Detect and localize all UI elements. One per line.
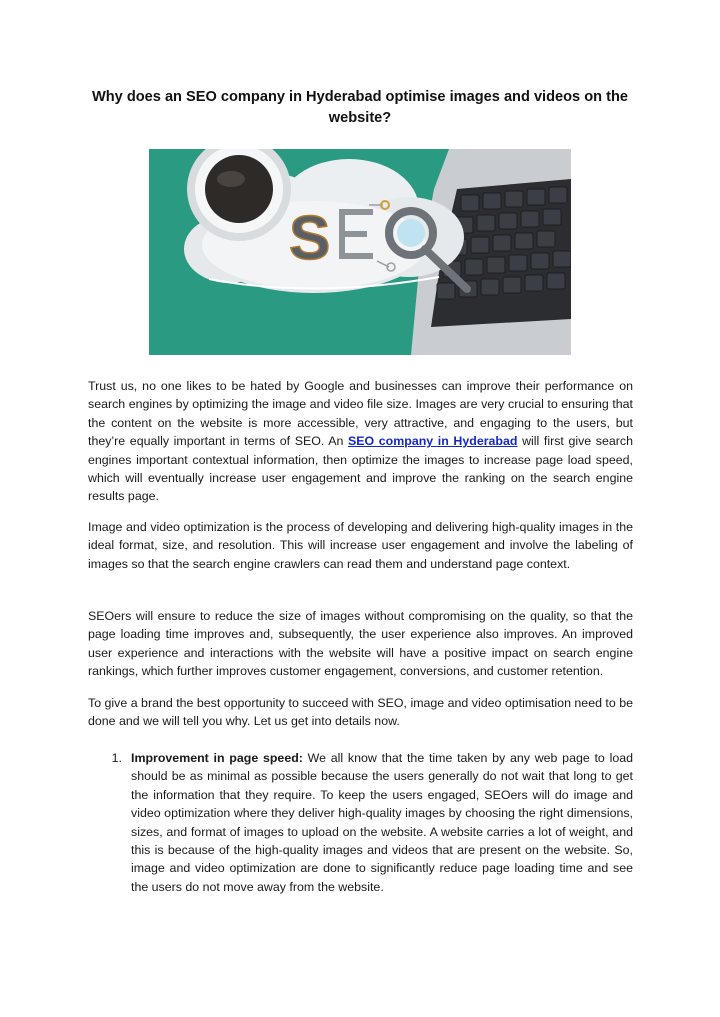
brand-paragraph: To give a brand the best opportunity to succeed with SEO, image and video optimisation need to be done and we will tell you why. Let us get into details now. (88, 696, 633, 729)
page-title: Why does an SEO company in Hyderabad optimise images and videos on the website? (91, 89, 629, 126)
hero-image (149, 149, 571, 355)
paragraph-text: Trust us, no one likes to be hated by Google and businesses can improve their performance on search engines by optimizing the image and video file size. Images are very crucial to ensuring that the content on the website is more accessible, very attractive, and engaging to the users, but they’re equally important in terms of SEO. An (88, 379, 633, 449)
list-heading: Improvement in page speed: (131, 751, 303, 765)
optimization-paragraph: Image and video optimization is the process of developing and delivering high-quality images in the ideal format, size, and resolution. This will increase user engagement and involve the labeling of images so that the search engine crawlers can read them and understand page context. (88, 520, 633, 571)
intro-paragraph (88, 377, 633, 506)
list-body (131, 749, 633, 896)
paragraph-text: will first give search engines important contextual information, then optimize the images to increase page load speed, which will eventually increase user engagement and improve the ranking on the search engine results page. (88, 434, 633, 504)
svg-text:S: S (289, 204, 331, 273)
numbered-list (88, 749, 633, 896)
seo-illustration (149, 149, 571, 355)
seo-company-link[interactable]: SEO company in Hyderabad (348, 434, 518, 449)
list-text: We all know that the time taken by any web page to load should be as minimal as possible because the users generally do not wait that long to get the information that they require. To keep the users engaged, SEOers will do image and video optimization where they deliver high-quality images by choosing the right dimensions, sizes, and format of images to upload on the website. A website carries a lot of weight, and this is because of the high-quality images and videos that are present on the website. So, image and video optimization are done to significantly reduce page loading time and see the users do not move away from the website. (131, 751, 633, 894)
list-number: 1. (111, 751, 122, 765)
list-item (88, 749, 633, 896)
seoers-paragraph: SEOers will ensure to reduce the size of images without compromising on the quality, so that the page loading time improves and, subsequently, the user experience also improves. An improved user experience and interactions with the website will have a positive impact on search engine rankings, which further improves customer engagement, conversions, and customer retention. (88, 609, 633, 679)
